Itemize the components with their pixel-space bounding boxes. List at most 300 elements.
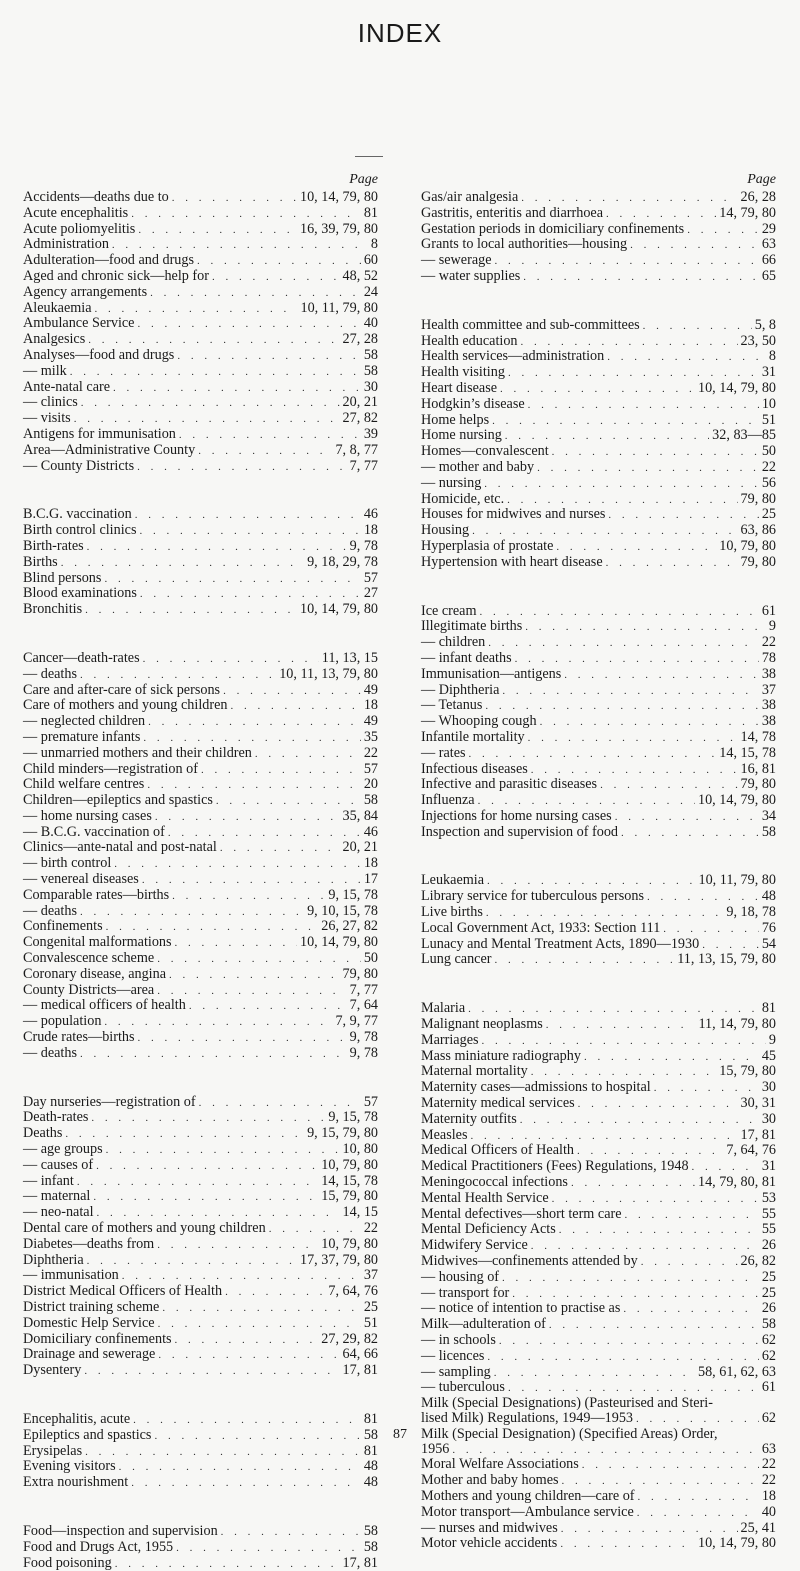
leader-dots — [478, 794, 695, 809]
leader-dots — [505, 429, 709, 444]
entry-pages: 23, 50 — [740, 332, 776, 349]
index-entry — [23, 1174, 378, 1190]
entry-term: Day nurseries—registration of — [23, 1093, 196, 1110]
leader-dots — [552, 1192, 759, 1207]
entry-pages: 49 — [363, 713, 378, 730]
entry-pages: 16, 81 — [740, 760, 776, 777]
index-entry — [421, 1473, 776, 1489]
leader-dots — [157, 952, 361, 967]
entry-pages: 58 — [363, 1522, 378, 1539]
entry-pages: 26, 28 — [740, 189, 776, 205]
entry-pages: 58 — [761, 823, 776, 840]
entry-pages: 8 — [768, 348, 776, 365]
index-entry — [23, 872, 378, 888]
entry-pages: 66 — [761, 252, 776, 269]
index-entry — [23, 269, 378, 285]
entry-term: B.C.G. vaccination — [23, 506, 132, 523]
entry-term: Midwives—confinements attended by — [421, 1253, 638, 1270]
entry-term: District Medical Officers of Health — [23, 1283, 223, 1300]
index-entry — [421, 1049, 776, 1065]
entry-pages: 25 — [761, 1268, 776, 1285]
index-entry — [23, 809, 378, 825]
index-entry — [421, 413, 776, 429]
leader-dots — [540, 715, 759, 730]
entry-pages: 40 — [363, 315, 378, 332]
entry-pages: 31 — [761, 364, 776, 381]
entry-term: Health committee and sub-committees — [421, 316, 640, 333]
entry-term: Food poisoning — [23, 1554, 112, 1571]
leader-dots — [212, 270, 340, 285]
index-entry — [421, 507, 776, 523]
entry-pages: 26, 82 — [740, 1253, 776, 1270]
entry-pages: 57 — [363, 1093, 378, 1110]
entry-pages: 14, 15, 78 — [321, 1172, 378, 1189]
entry-pages: 27 — [363, 585, 378, 602]
leader-dots — [637, 1506, 759, 1521]
leader-dots — [523, 270, 759, 285]
leader-dots — [201, 763, 361, 778]
entry-pages: 49 — [363, 681, 378, 698]
entry-pages: 17 — [363, 871, 378, 888]
index-entry — [23, 348, 378, 364]
index-entry — [421, 921, 776, 937]
index-entry — [23, 427, 378, 443]
entry-term: Dental care of mothers and young children — [23, 1220, 266, 1237]
leader-dots — [520, 1113, 759, 1128]
index-entry — [23, 1030, 378, 1046]
index-entry — [421, 1159, 776, 1175]
leader-dots — [91, 1111, 325, 1126]
entry-term: — infant deaths — [421, 649, 512, 666]
index-entry — [23, 651, 378, 667]
entry-pages: 30 — [761, 1110, 776, 1127]
leader-dots — [122, 1269, 361, 1284]
index-entry — [421, 1301, 776, 1317]
entry-pages: 57 — [363, 569, 378, 586]
leader-dots — [482, 1034, 766, 1049]
entry-pages: 22 — [363, 1220, 378, 1237]
leader-dots — [630, 238, 759, 253]
entry-pages: 27, 28 — [342, 331, 378, 348]
entry-pages: 46 — [363, 823, 378, 840]
entry-term: lised Milk) Regulations, 1949—1953 — [421, 1409, 634, 1426]
right-column — [421, 172, 776, 1552]
index-entry — [421, 905, 776, 921]
entry-pages: 9, 10, 15, 78 — [307, 902, 378, 919]
index-entry — [23, 825, 378, 841]
entry-term: Infectious diseases — [421, 760, 528, 777]
entry-term: Hodgkin’s disease — [421, 395, 525, 412]
entry-pages: 61 — [761, 1379, 776, 1396]
entry-term: — mother and baby — [421, 458, 535, 475]
entry-term: Health visiting — [421, 364, 505, 381]
entry-term: Analyses—food and drugs — [23, 346, 175, 363]
index-entry — [421, 1411, 776, 1427]
entry-term: Inspection and supervision of food — [421, 823, 619, 840]
entry-pages: 9 — [768, 1031, 776, 1048]
leader-dots — [636, 1412, 759, 1427]
entry-term: Care of mothers and young children — [23, 697, 228, 714]
index-entry — [23, 364, 378, 380]
entry-pages: 9, 15, 78 — [328, 886, 378, 903]
entry-term: Mental Health Service — [421, 1189, 549, 1206]
index-entry — [23, 951, 378, 967]
index-entry — [421, 1112, 776, 1128]
leader-dots — [80, 668, 276, 683]
entry-term: Mental Deficiency Acts — [421, 1221, 556, 1238]
page-number: 87 — [393, 1427, 407, 1442]
leader-dots — [84, 1364, 339, 1379]
index-entry — [421, 746, 776, 762]
entry-term: Mental defectives—short term care — [421, 1205, 622, 1222]
leader-dots — [508, 1381, 759, 1396]
index-entry — [421, 1536, 776, 1552]
entry-term: Measles — [421, 1126, 468, 1143]
entry-term: Infantile mortality — [421, 728, 525, 745]
leader-dots — [88, 333, 339, 348]
entry-term: Epileptics and spastics — [23, 1426, 152, 1443]
index-entry — [421, 523, 776, 539]
leader-dots — [647, 890, 759, 905]
entry-term: Milk—adulteration of — [421, 1316, 546, 1333]
entry-pages: 10, 79, 80 — [321, 1156, 378, 1173]
leader-dots — [584, 1050, 759, 1065]
group-gap — [23, 1062, 378, 1095]
entry-pages: 10 — [761, 395, 776, 412]
index-entry — [23, 1316, 378, 1332]
index-entry — [421, 889, 776, 905]
entry-pages: 48 — [363, 1458, 378, 1475]
entry-term: — Whooping cough — [421, 713, 537, 730]
index-entry — [421, 1349, 776, 1365]
index-entry — [421, 873, 776, 889]
leader-dots — [85, 603, 297, 618]
entry-pages: 9, 15, 78 — [328, 1109, 378, 1126]
entry-term: Live births — [421, 904, 483, 921]
leader-dots — [179, 428, 361, 443]
entry-pages: 7, 8, 77 — [335, 441, 378, 458]
entry-pages: 50 — [761, 443, 776, 460]
entry-pages: 7, 9, 77 — [335, 1013, 378, 1030]
leader-dots — [104, 1015, 332, 1030]
entry-term: — licences — [421, 1347, 485, 1364]
index-entry — [421, 1096, 776, 1112]
index-entry — [421, 730, 776, 746]
index-entry — [421, 667, 776, 683]
entry-pages: 78 — [761, 649, 776, 666]
entry-pages: 11, 13, 15, 79, 80 — [677, 951, 776, 968]
entry-term: — rates — [421, 744, 466, 761]
index-entry — [421, 1064, 776, 1080]
entry-pages: 25 — [761, 506, 776, 523]
page-column-heading: Page — [747, 172, 776, 187]
leader-dots — [600, 778, 737, 793]
group-gap — [23, 618, 378, 651]
entry-pages: 58, 61, 62, 63 — [697, 1363, 776, 1380]
index-entry — [23, 237, 378, 253]
entry-pages: 37 — [363, 1267, 378, 1284]
entry-term: — unmarried mothers and their children — [23, 744, 252, 761]
index-entry — [23, 840, 378, 856]
index-entry — [421, 1143, 776, 1159]
entry-term: Convalescence scheme — [23, 950, 155, 967]
entry-pages: 35 — [363, 728, 378, 745]
entry-pages: 25 — [761, 1284, 776, 1301]
index-entry — [421, 444, 776, 460]
entry-pages: 7, 64, 76 — [726, 1142, 776, 1159]
entry-term: Motor vehicle accidents — [421, 1535, 558, 1552]
entry-term: Evening visitors — [23, 1458, 116, 1475]
leader-dots — [577, 1144, 723, 1159]
leader-dots — [521, 335, 738, 350]
entry-term: Birth control clinics — [23, 522, 137, 539]
index-entry — [421, 604, 776, 620]
entry-pages: 7, 77 — [349, 457, 378, 474]
entry-term: Local Government Act, 1933: Section 111 — [421, 919, 661, 936]
leader-dots — [199, 1096, 361, 1111]
leader-dots — [223, 684, 361, 699]
entry-pages: 79, 80 — [740, 553, 776, 570]
index-entry — [421, 222, 776, 238]
entry-term: Lunacy and Mental Treatment Acts, 1890—1930 — [421, 935, 700, 952]
entry-term: Confinements — [23, 918, 103, 935]
leader-dots — [269, 1222, 361, 1237]
leader-dots — [177, 349, 361, 364]
entry-pages: 53 — [761, 1189, 776, 1206]
entry-term: Aged and chronic sick—help for — [23, 267, 209, 284]
index-entry — [23, 1556, 378, 1571]
entry-term: Agency arrangements — [23, 283, 148, 300]
leader-dots — [559, 1223, 759, 1238]
entry-pages: 7, 77 — [349, 981, 378, 998]
entry-term: Medical Practitioners (Fees) Regulations, 1948 — [421, 1158, 689, 1175]
leader-dots — [608, 508, 758, 523]
leader-dots — [638, 1490, 759, 1505]
leader-dots — [172, 889, 325, 904]
leader-dots — [494, 1366, 695, 1381]
entry-term: — deaths — [23, 902, 77, 919]
entry-pages: 38 — [761, 665, 776, 682]
entry-pages: 9, 78 — [349, 1029, 378, 1046]
entry-term: — immunisation — [23, 1267, 119, 1284]
index-entry — [23, 380, 378, 396]
entry-pages: 10, 11, 79, 80 — [698, 872, 776, 889]
index-entry — [23, 1268, 378, 1284]
leader-dots — [531, 763, 738, 778]
index-entry — [23, 1095, 378, 1111]
entry-pages: 9, 78 — [349, 537, 378, 554]
leader-dots — [97, 1206, 340, 1221]
entry-term: Maternity cases—admissions to hospital — [421, 1079, 651, 1096]
index-entry — [421, 349, 776, 365]
index-entry — [23, 222, 378, 238]
index-entry — [23, 459, 378, 475]
leader-dots — [143, 652, 319, 667]
page-title: INDEX — [357, 18, 443, 48]
leader-dots — [492, 414, 759, 429]
entry-term: Blood examinations — [23, 585, 137, 602]
entry-pages: 45 — [761, 1047, 776, 1064]
index-entry — [421, 777, 776, 793]
index-entry — [23, 1142, 378, 1158]
entry-pages: 58 — [363, 1426, 378, 1443]
leader-dots — [560, 1537, 695, 1552]
index-entry — [421, 334, 776, 350]
leader-dots — [615, 810, 759, 825]
entry-term: — Tetanus — [421, 697, 483, 714]
group-gap — [421, 840, 776, 873]
entry-pages: 61 — [761, 602, 776, 619]
leader-dots — [485, 699, 758, 714]
leader-dots — [571, 1176, 695, 1191]
index-entry — [421, 1207, 776, 1223]
entry-term: Encephalitis, acute — [23, 1410, 131, 1427]
leader-dots — [77, 1175, 318, 1190]
leader-dots — [564, 668, 759, 683]
leader-dots — [495, 953, 675, 968]
entry-pages: 63, 86 — [740, 522, 776, 539]
index-entry — [23, 1475, 378, 1491]
leader-dots — [157, 984, 346, 999]
entry-term: — population — [23, 1013, 102, 1030]
leader-dots — [138, 1031, 347, 1046]
entry-term: — nurses and midwives — [421, 1519, 558, 1536]
leader-dots — [106, 920, 319, 935]
entry-pages: 18 — [363, 697, 378, 714]
index-entry — [23, 793, 378, 809]
entry-term: — clinics — [23, 394, 78, 411]
index-entry — [23, 395, 378, 411]
entry-pages: 56 — [761, 474, 776, 491]
entry-pages: 27, 82 — [342, 410, 378, 427]
entry-pages: 76 — [761, 919, 776, 936]
leader-dots — [85, 1445, 361, 1460]
entry-term: Extra nourishment — [23, 1474, 129, 1491]
leader-dots — [625, 1208, 759, 1223]
index-entry — [421, 1175, 776, 1191]
leader-dots — [169, 968, 340, 983]
leader-dots — [150, 286, 361, 301]
entry-term: — premature infants — [23, 728, 141, 745]
index-entry — [23, 1046, 378, 1062]
index-entry — [23, 762, 378, 778]
leader-dots — [157, 1238, 318, 1253]
entry-term: Illegitimate births — [421, 618, 523, 635]
leader-dots — [158, 1348, 339, 1363]
index-entry — [23, 1524, 378, 1540]
leader-dots — [176, 1541, 361, 1556]
page-column-heading: Page — [349, 172, 378, 187]
entry-term: Mothers and young children—care of — [421, 1487, 635, 1504]
leader-dots — [95, 302, 298, 317]
entry-term: — neo-natal — [23, 1204, 94, 1221]
entry-term: Housing — [421, 522, 470, 539]
entry-term: Births — [23, 553, 58, 570]
index-entry — [421, 1017, 776, 1033]
index-entry — [421, 1191, 776, 1207]
leader-dots — [515, 652, 759, 667]
entry-pages: 10, 14, 79, 80 — [299, 189, 378, 205]
entry-term: — causes of — [23, 1156, 94, 1173]
group-gap — [23, 474, 378, 507]
index-entry — [23, 1444, 378, 1460]
entry-term: Heart disease — [421, 379, 498, 396]
group-gap — [421, 968, 776, 1001]
entry-term: Infective and parasitic diseases — [421, 776, 598, 793]
entry-pages: 14, 15 — [342, 1204, 378, 1221]
leader-dots — [556, 540, 716, 555]
index-entry — [421, 397, 776, 413]
entry-pages: 10, 14, 79, 80 — [697, 792, 776, 809]
leader-dots — [499, 1334, 759, 1349]
entry-pages: 81 — [761, 1000, 776, 1017]
entry-pages: 29 — [761, 220, 776, 237]
entry-pages: 26, 27, 82 — [321, 918, 378, 935]
index-entry — [23, 586, 378, 602]
entry-term: Crude rates—births — [23, 1029, 135, 1046]
entry-pages: 62 — [761, 1332, 776, 1348]
entry-pages: 9, 18, 29, 78 — [307, 553, 378, 570]
entry-pages: 54 — [761, 935, 776, 952]
index-entry — [421, 952, 776, 968]
leader-dots — [147, 778, 360, 793]
entry-pages: 35, 84 — [342, 807, 378, 824]
leader-dots — [623, 1302, 758, 1317]
entry-pages: 65 — [761, 267, 776, 284]
leader-dots — [502, 1271, 759, 1286]
entry-pages: 18 — [761, 1487, 776, 1504]
leader-dots — [197, 254, 361, 269]
leader-dots — [175, 936, 297, 951]
index-entry — [23, 411, 378, 427]
leader-dots — [502, 684, 758, 699]
entry-pages: 39 — [363, 425, 378, 442]
leader-dots — [528, 731, 738, 746]
entry-pages: 10, 11, 13, 79, 80 — [279, 665, 378, 682]
index-entry — [23, 1014, 378, 1030]
entry-term: Domestic Help Service — [23, 1314, 155, 1331]
index-entry — [421, 793, 776, 809]
index-entry — [23, 253, 378, 269]
entry-term: — birth control — [23, 855, 112, 872]
index-entry — [421, 619, 776, 635]
leader-dots — [531, 1239, 759, 1254]
index-entry — [23, 1363, 378, 1379]
entry-pages: 30, 31 — [740, 1095, 776, 1112]
index-entry — [421, 635, 776, 651]
entry-pages: 18 — [363, 522, 378, 539]
entry-term: Cancer—death-rates — [23, 649, 140, 666]
entry-pages: 26 — [761, 1237, 776, 1254]
entry-pages: 10, 14, 79, 80 — [299, 934, 378, 951]
index-entry — [23, 935, 378, 951]
index-entry — [23, 698, 378, 714]
index-entry — [23, 730, 378, 746]
index-entry — [421, 365, 776, 381]
entry-term: Blind persons — [23, 569, 102, 586]
entry-pages: 38 — [761, 697, 776, 714]
leader-dots — [561, 1522, 738, 1537]
index-entry — [23, 1237, 378, 1253]
leader-dots — [93, 1190, 318, 1205]
leader-dots — [230, 699, 360, 714]
leader-dots — [143, 731, 360, 746]
leader-dots — [119, 1460, 361, 1475]
entry-term: Administration — [23, 236, 109, 253]
entry-term: Deaths — [23, 1125, 63, 1142]
entry-term: Acute encephalitis — [23, 204, 129, 221]
entry-term: Meningococcal infections — [421, 1174, 568, 1191]
